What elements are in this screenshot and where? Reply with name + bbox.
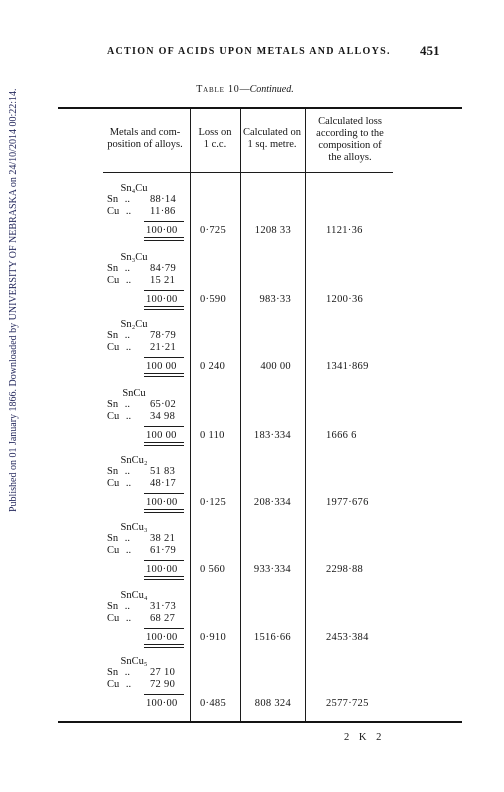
- metal-label: Sn ..: [107, 194, 130, 205]
- signature-mark: 2 K 2: [344, 732, 383, 743]
- sum-rule: [144, 493, 184, 494]
- loss-per-cc-value: 0 560: [200, 564, 226, 575]
- calculated-loss-value: 1341·869: [326, 361, 369, 372]
- component-line: [107, 466, 187, 477]
- component-line: [107, 411, 187, 422]
- percent-value: 27 10: [150, 667, 176, 678]
- metal-label: Cu ..: [107, 678, 132, 690]
- column-header-line: Metals and com-: [109, 127, 181, 138]
- double-underline: [144, 442, 184, 446]
- per-sq-metre-value: 808 324: [254, 698, 291, 709]
- metal-label: Sn ..: [107, 399, 130, 410]
- header-rule: [103, 172, 393, 173]
- column-header-line: composition of: [318, 140, 382, 151]
- column-header-line: 1 sq. metre.: [247, 139, 297, 150]
- loss-per-cc-value: 0·725: [200, 225, 226, 236]
- calculated-loss-value: 1977·676: [326, 497, 369, 508]
- per-sq-metre-value: 983·33: [259, 294, 291, 305]
- total-value: 100 00: [146, 430, 177, 441]
- sum-rule: [144, 357, 184, 358]
- alloy-formula: SnCu: [122, 388, 146, 399]
- loss-per-cc-value: 0·590: [200, 294, 226, 305]
- percent-value: 88·14: [150, 194, 176, 205]
- column-header-line: Loss on: [198, 127, 232, 138]
- total-value: 100·00: [146, 294, 178, 305]
- calculated-loss-value: 1121·36: [326, 225, 363, 236]
- loss-per-cc-value: 0 110: [200, 430, 225, 441]
- component-line: [107, 194, 187, 205]
- column-header-calculated-loss: [308, 116, 392, 164]
- per-sq-metre-value: 400 00: [260, 361, 291, 372]
- table-row: [0, 252, 504, 312]
- percent-value: 65·02: [150, 399, 176, 410]
- calculated-loss-value: 2577·725: [326, 698, 369, 709]
- column-header-per-sq-metre: [241, 127, 303, 151]
- loss-per-cc-value: 0·485: [200, 698, 226, 709]
- component-line: [107, 613, 187, 624]
- metal-label: Sn ..: [107, 601, 130, 612]
- table-row: [0, 388, 504, 448]
- column-header-line: according to the: [316, 128, 384, 139]
- metal-label: Sn ..: [107, 466, 130, 477]
- total-value: 100·00: [146, 497, 178, 508]
- component-line: [107, 263, 187, 274]
- percent-value: 38 21: [150, 533, 176, 544]
- component-line: [107, 399, 187, 410]
- percent-value: 11·86: [150, 205, 176, 217]
- column-header-line: Calculated on: [242, 127, 302, 138]
- percent-value: 48·17: [150, 477, 176, 489]
- metal-label: Cu ..: [107, 205, 132, 217]
- per-sq-metre-value: 933·334: [253, 564, 291, 575]
- table-top-rule: [58, 107, 462, 109]
- loss-per-cc-value: 0·910: [200, 632, 226, 643]
- column-header-line: position of alloys.: [107, 139, 183, 150]
- double-underline: [144, 509, 184, 513]
- percent-value: 21·21: [150, 341, 176, 353]
- table-caption-separator: —: [239, 84, 250, 95]
- percent-value: 84·79: [150, 263, 176, 274]
- calculated-loss-value: 2453·384: [326, 632, 369, 643]
- metal-label: Sn ..: [107, 330, 130, 341]
- percent-value: 68 27: [150, 612, 176, 624]
- sum-rule: [144, 694, 184, 695]
- double-underline: [144, 576, 184, 580]
- total-value: 100·00: [146, 632, 178, 643]
- alloy-formula: SnCu₂: [120, 455, 148, 466]
- component-line: [107, 206, 187, 217]
- table-caption-label: Table 10: [196, 84, 240, 95]
- metal-label: Cu ..: [107, 477, 132, 489]
- table-row: [0, 590, 504, 650]
- component-line: [107, 679, 187, 690]
- metal-label: Sn ..: [107, 667, 130, 678]
- total-value: 100·00: [146, 564, 178, 575]
- table-caption: [145, 84, 345, 96]
- percent-value: 31·73: [150, 601, 176, 612]
- sum-rule: [144, 628, 184, 629]
- component-line: [107, 533, 187, 544]
- metal-label: Sn ..: [107, 263, 130, 274]
- alloy-formula: Sn₄Cu: [120, 183, 148, 194]
- sum-rule: [144, 290, 184, 291]
- column-header-line: 1 c.c.: [203, 139, 227, 150]
- table-row: [0, 522, 504, 582]
- percent-value: 51 83: [150, 466, 176, 477]
- calculated-loss-value: 2298·88: [326, 564, 364, 575]
- metal-label: Sn ..: [107, 533, 130, 544]
- per-sq-metre-value: 1208 33: [254, 225, 291, 236]
- percent-value: 72 90: [150, 678, 176, 690]
- component-line: [107, 545, 187, 556]
- metal-label: Cu ..: [107, 274, 132, 286]
- metal-label: Cu ..: [107, 410, 132, 422]
- table-row: [0, 319, 504, 379]
- running-head-title: ACTION OF ACIDS UPON METALS AND ALLOYS.: [107, 46, 391, 57]
- total-value: 100·00: [146, 698, 178, 709]
- column-header-line: the alloys.: [328, 152, 372, 163]
- alloy-formula: SnCu₃: [120, 522, 148, 533]
- double-underline: [144, 644, 184, 648]
- total-value: 100·00: [146, 225, 178, 236]
- percent-value: 34 98: [150, 410, 176, 422]
- alloy-formula: Sn₂Cu: [120, 319, 148, 330]
- sum-rule: [144, 221, 184, 222]
- column-header-composition: [100, 127, 190, 151]
- component-line: [107, 342, 187, 353]
- component-line: [107, 478, 187, 489]
- metal-label: Cu ..: [107, 544, 132, 556]
- loss-per-cc-value: 0 240: [200, 361, 226, 372]
- loss-per-cc-value: 0·125: [200, 497, 226, 508]
- table-bottom-rule: [58, 721, 462, 723]
- double-underline: [144, 237, 184, 241]
- double-underline: [144, 373, 184, 377]
- metal-label: Cu ..: [107, 341, 132, 353]
- table-row: [0, 183, 504, 243]
- component-line: [107, 275, 187, 286]
- percent-value: 61·79: [150, 544, 176, 556]
- provenance-stamp: Published on 01 January 1866. Downloaded by UNIVERSITY OF NEBRASKA on 24/10/2014 00:22:14.: [8, 88, 19, 512]
- percent-value: 78·79: [150, 330, 176, 341]
- calculated-loss-value: 1666 6: [326, 430, 357, 441]
- column-header-line: Calculated loss: [318, 116, 382, 127]
- sum-rule: [144, 426, 184, 427]
- per-sq-metre-value: 1516·66: [253, 632, 291, 643]
- alloy-formula: Sn₃Cu: [120, 252, 148, 263]
- calculated-loss-value: 1200·36: [326, 294, 364, 305]
- page-number: 451: [420, 43, 440, 58]
- percent-value: 15 21: [150, 274, 176, 286]
- per-sq-metre-value: 183·334: [253, 430, 291, 441]
- component-line: [107, 330, 187, 341]
- metal-label: Cu ..: [107, 612, 132, 624]
- column-header-loss-per-cc: [192, 127, 238, 151]
- table-row: [0, 455, 504, 515]
- sum-rule: [144, 560, 184, 561]
- table-row: [0, 656, 504, 716]
- component-line: [107, 601, 187, 612]
- double-underline: [144, 306, 184, 310]
- alloy-formula: SnCu₄: [120, 590, 148, 601]
- component-line: [107, 667, 187, 678]
- total-value: 100 00: [146, 361, 177, 372]
- table-caption-continued: Continued.: [249, 84, 294, 95]
- alloy-formula: SnCu₅: [120, 656, 148, 667]
- per-sq-metre-value: 208·334: [253, 497, 291, 508]
